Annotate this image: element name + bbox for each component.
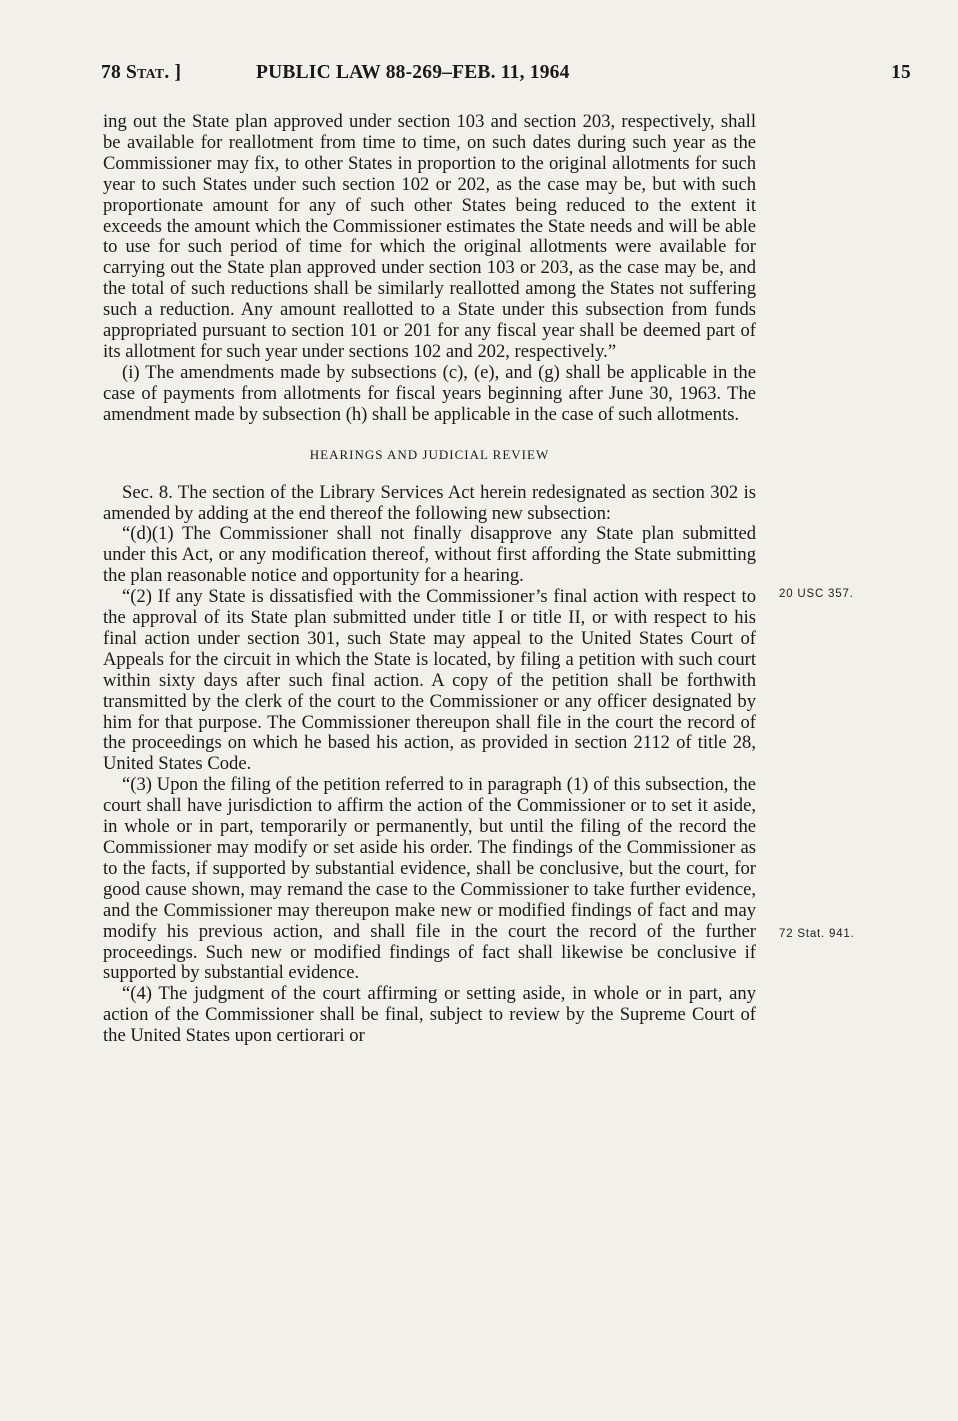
margin-note-usc: 20 USC 357. [779, 588, 854, 600]
paragraph-sec-8: Sec. 8. The section of the Library Services Act herein redesignated as section 302 is amended by adding at the end thereof the following new subsection: [103, 481, 756, 524]
page-header [101, 62, 911, 90]
margin-note-stat: 72 Stat. 941. [779, 928, 855, 940]
page-body [103, 112, 756, 1047]
paragraph-continuation: ing out the State plan approved under section 103 and section 203, respectively, shall be available for reallotment from time to time, on such dates during such year as the Commissioner may fix, to other States in proportion to the original allotments for such year to such States under such section 102 or 202, as the case may be, but with such proportionate amount for any of such other States being reduced to the extent it exceeds the amount which the Commissioner estimates the State needs and will be able to use for such period of time for which the original allotments were available for carrying out the State plan approved under section 103 or 203, as the case may be, and the total of such reductions shall be similarly reallotted among the States not suffering such a reduction. Any amount reallotted to a State under this subsection from funds appropriated pursuant to section 101 or 201 for any fiscal year shall be deemed part of its allotment for such year under sections 102 and 202, respectively.” [103, 111, 756, 362]
paragraph-subsection-i: (i) The amendments made by subsections (c), (e), and (g) shall be applicable in the case of payments from allotments for fiscal years beginning after June 30, 1963. The amendment made by subsection (h) shall be applicable in the case of such allotments. [103, 361, 756, 425]
paragraph-d1: “(d)(1) The Commissioner shall not finally disapprove any State plan submitted under this Act, or any modification thereof, without first affording the State submitting the plan reasonable notice and opportunity for a hearing. [103, 523, 756, 587]
section-heading: HEARINGS AND JUDICIAL REVIEW [309, 446, 550, 462]
paragraph-d2: “(2) If any State is dissatisfied with the Commissioner’s final action with respect to the approval of its State plan submitted under title I or title II, or with respect to his final action under section 301, such State may appeal to the United States Court of Appeals for the circuit in which the State is located, by filing a petition with such court within sixty days after such final action. A copy of the petition shall be forthwith transmitted by the clerk of the court to the Commissioner or any officer designated by him for that purpose. The Commissioner thereupon shall file in the court the record of the proceedings on which he based his action, as provided in section 2112 of title 28, United States Code. [103, 586, 756, 775]
paragraph-d3: “(3) Upon the filing of the petition referred to in paragraph (1) of this subsection, the court shall have jurisdiction to affirm the action of the Commissioner or to set it aside, in whole or in part, temporarily or permanently, but until the filing of the record the Commissioner may modify or set aside his order. The findings of the Commissioner as to the facts, if supported by substantial evidence, shall be conclusive, but the court, for good cause shown, may remand the case to the Commissioner to take further evidence, and the Commissioner may thereupon make new or modified findings of fact and may modify his previous action, and shall file in the court the record of the further proceedings. Such new or modified findings of fact shall likewise be conclusive if supported by substantial evidence. [103, 774, 756, 984]
page-number: 15 [891, 62, 911, 83]
page-title: PUBLIC LAW 88-269–FEB. 11, 1964 [256, 62, 570, 83]
volume-reference: 78 Stat. ] [101, 62, 182, 83]
paragraph-d4: “(4) The judgment of the court affirming or setting aside, in whole or in part, any action of the Commissioner shall be final, subject to review by the Supreme Court of the United States upon certiorari or [103, 983, 756, 1047]
